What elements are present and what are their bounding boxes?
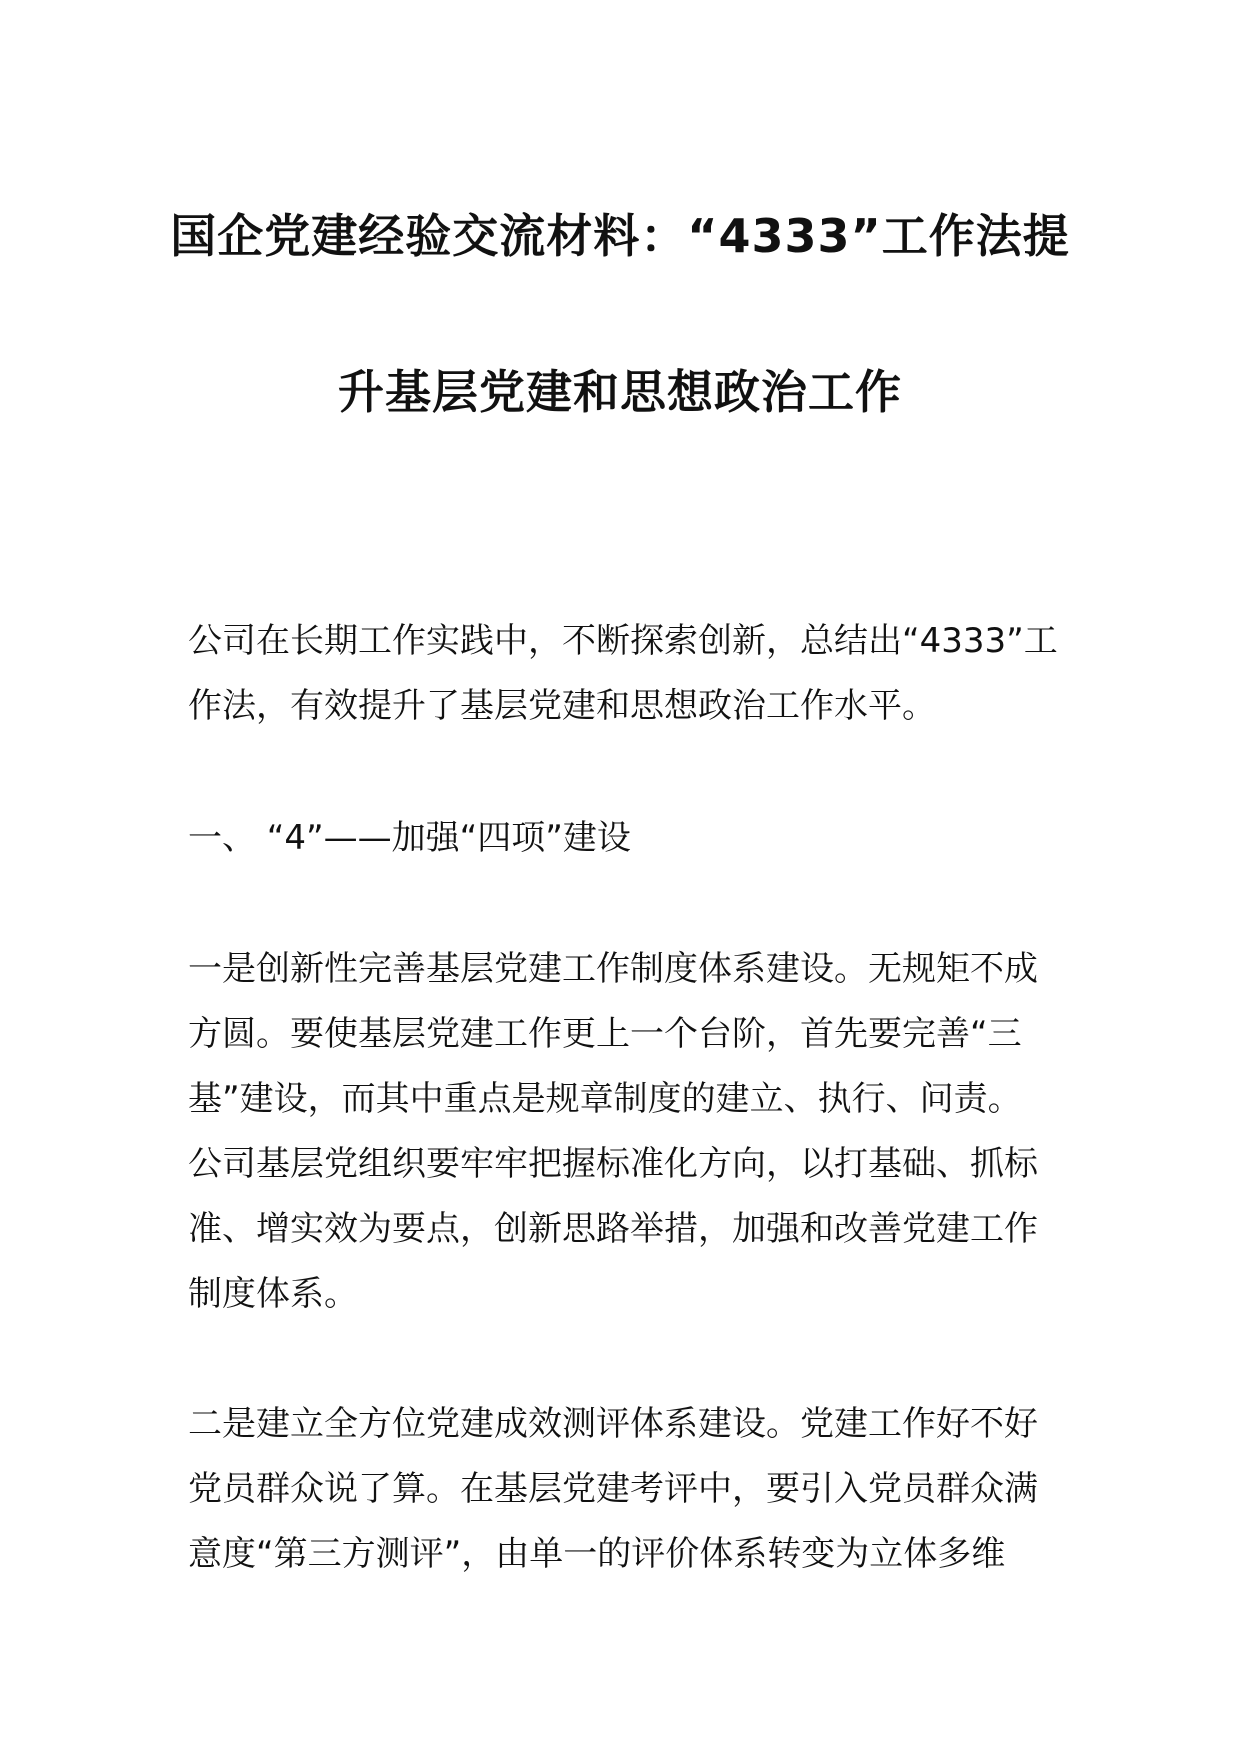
section-heading bbox=[188, 806, 1058, 871]
intro-line: 作法，有效提升了基层党建和思想政治工作水平。 bbox=[188, 686, 936, 726]
document-title-line-2: 升基层党建和思想政治工作 bbox=[338, 365, 902, 419]
paragraph-one bbox=[188, 937, 1058, 1327]
intro-paragraph bbox=[188, 609, 1058, 739]
paragraph-two bbox=[188, 1392, 1058, 1587]
paragraph-line: 意度“第三方测评”，由单一的评价体系转变为立体多维 bbox=[188, 1534, 1006, 1574]
intro-line: 公司在长期工作实践中，不断探索创新，总结出“4333”工 bbox=[188, 621, 1058, 661]
paragraph-line: 党员群众说了算。在基层党建考评中，要引入党员群众满 bbox=[188, 1469, 1038, 1509]
paragraph-line: 方圆。要使基层党建工作更上一个台阶，首先要完善“三 bbox=[188, 1014, 1022, 1054]
section-heading-text: 一、 “4”——加强“四项”建设 bbox=[188, 818, 631, 858]
paragraph-line: 公司基层党组织要牢牢把握标准化方向，以打基础、抓标 bbox=[188, 1144, 1038, 1184]
paragraph-line: 制度体系。 bbox=[188, 1274, 358, 1314]
paragraph-line: 准、增实效为要点，创新思路举措，加强和改善党建工作 bbox=[188, 1209, 1038, 1249]
paragraph-line: 基”建设，而其中重点是规章制度的建立、执行、问责。 bbox=[188, 1079, 1022, 1119]
paragraph-line: 一是创新性完善基层党建工作制度体系建设。无规矩不成 bbox=[188, 949, 1038, 989]
document-title-line-1: 国企党建经验交流材料：“4333”工作法提 bbox=[170, 209, 1070, 263]
paragraph-line: 二是建立全方位党建成效测评体系建设。党建工作好不好 bbox=[188, 1404, 1038, 1444]
